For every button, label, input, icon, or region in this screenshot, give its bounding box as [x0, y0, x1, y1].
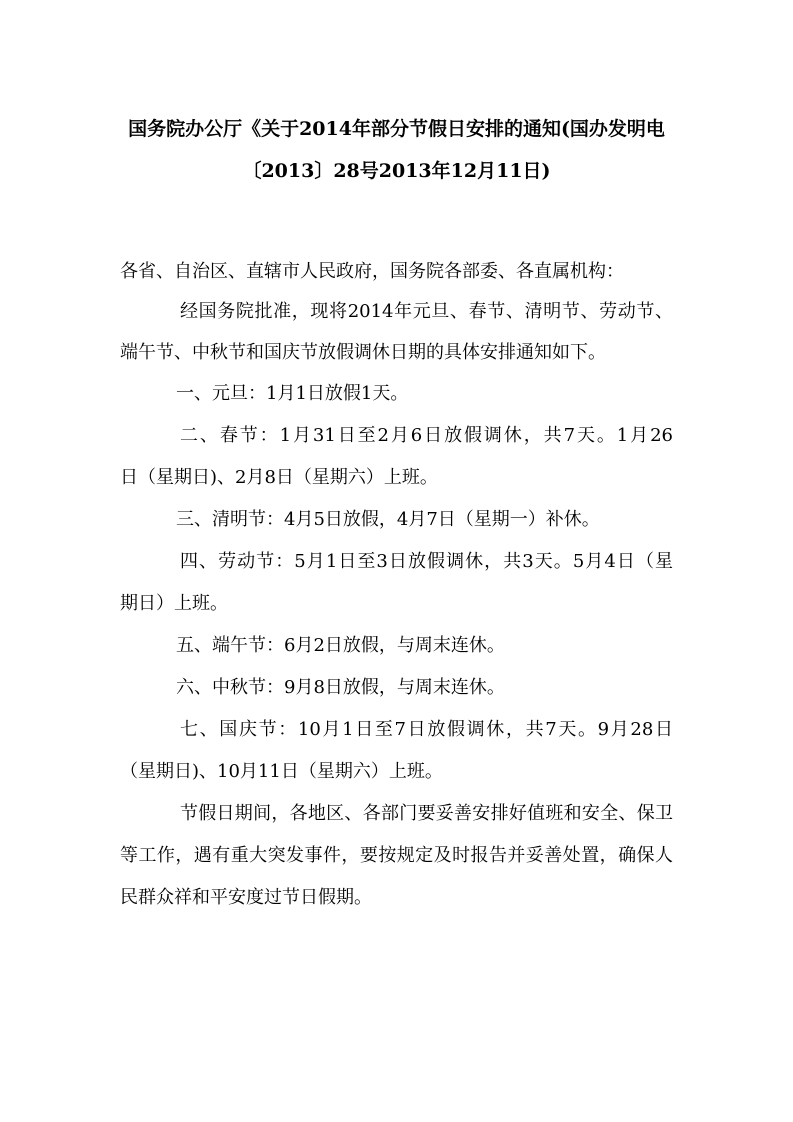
- item-labor-day-line-2: 期日）上班。: [120, 593, 228, 614]
- closing-line-1: 节假日期间，各地区、各部门要妥善安排好值班和安全、保卫: [180, 803, 673, 824]
- item-spring-festival-line-1: 二、春节：1月31日至2月6日放假调休，共7天。1月26: [180, 425, 673, 446]
- intro-line-2: 端午节、中秋节和国庆节放假调休日期的具体安排通知如下。: [120, 342, 606, 363]
- closing-line-2: 等工作，遇有重大突发事件，要按规定及时报告并妥善处置，确保人: [120, 845, 673, 866]
- item-labor-day-line-1: 四、劳动节：5月1日至3日放假调休，共3天。5月4日（星: [180, 551, 673, 572]
- item-national-day-line-2: （星期日)、10月11日（星期六）上班。: [120, 761, 443, 782]
- item-qingming: 三、清明节：4月5日放假，4月7日（星期一）补休。: [176, 509, 600, 530]
- item-dragon-boat: 五、端午节：6月2日放假，与周末连休。: [176, 635, 505, 656]
- item-national-day-line-1: 七、国庆节：10月1日至7日放假调休，共7天。9月28日: [180, 719, 673, 740]
- item-new-year: 一、元旦：1月1日放假1天。: [176, 383, 409, 404]
- item-mid-autumn: 六、中秋节：9月8日放假，与周末连休。: [176, 677, 505, 698]
- intro-line-1: 经国务院批准，现将2014年元旦、春节、清明节、劳动节、: [180, 301, 673, 322]
- document-title-line-1: 国务院办公厅《关于2014年部分节假日安排的通知(国办发明电: [128, 118, 665, 140]
- item-spring-festival-line-2: 日（星期日)、2月8日（星期六）上班。: [120, 467, 438, 488]
- salutation: 各省、自治区、直辖市人民政府，国务院各部委、各直属机构：: [120, 261, 624, 282]
- closing-line-3: 民群众祥和平安度过节日假期。: [120, 887, 372, 908]
- document-title-line-2: 〔2013〕28号2013年12月11日): [242, 160, 551, 182]
